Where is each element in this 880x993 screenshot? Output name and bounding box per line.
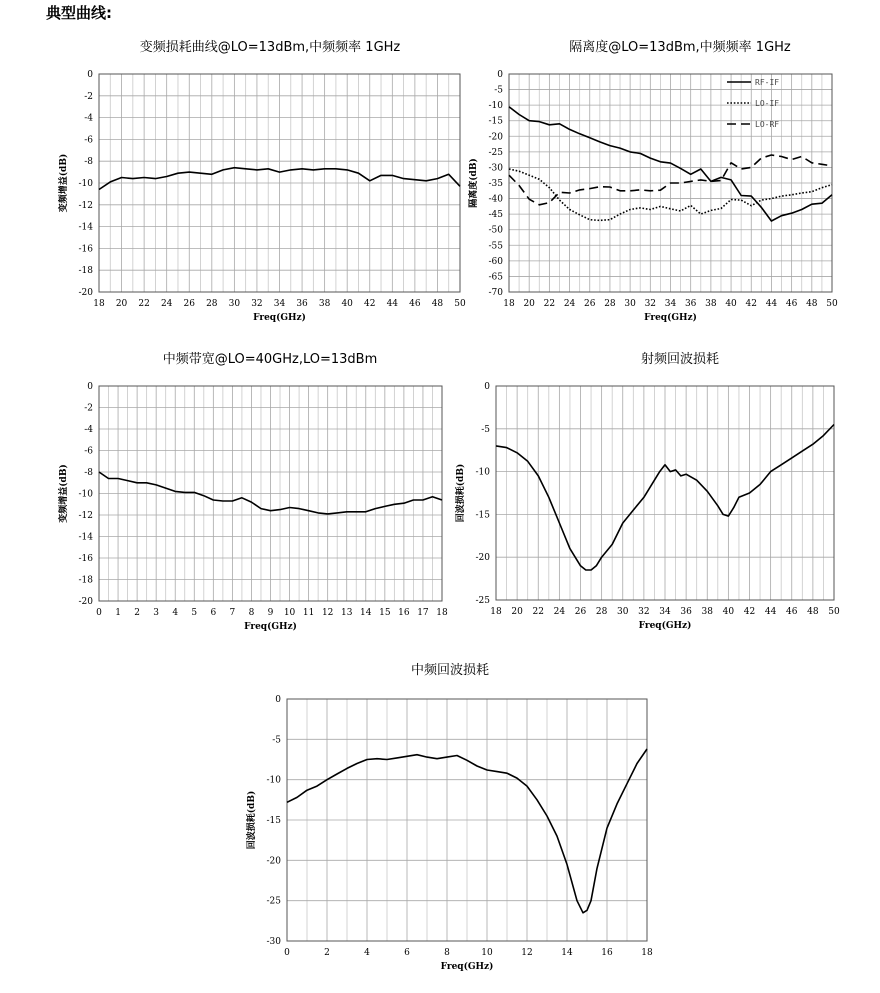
y-tick-label: 0 xyxy=(275,695,281,705)
x-tick-label: 48 xyxy=(806,299,818,309)
x-tick-label: 12 xyxy=(321,608,334,618)
x-tick-label: 8 xyxy=(248,608,255,618)
y-tick-label: 0 xyxy=(87,382,93,392)
x-tick-label: 44 xyxy=(765,299,778,309)
x-tick-label: 42 xyxy=(743,607,756,617)
y-tick-label: 0 xyxy=(87,70,93,80)
x-tick-label: 20 xyxy=(523,299,535,309)
y-axis-label: 变频增益(dB) xyxy=(59,153,69,213)
y-tick-label: -10 xyxy=(488,101,503,112)
grid-lines xyxy=(99,74,460,292)
x-tick-label: 24 xyxy=(563,299,576,309)
x-axis-label: Freq(GHz) xyxy=(244,622,297,632)
y-tick-label: -12 xyxy=(78,200,93,211)
rf-return-loss-chart xyxy=(456,375,848,645)
x-tick-label: 6 xyxy=(210,608,217,618)
x-tick-label: 40 xyxy=(722,607,735,617)
y-tick-label: -15 xyxy=(475,510,490,521)
y-tick-label: -30 xyxy=(266,937,281,947)
x-tick-label: 50 xyxy=(826,299,838,309)
grid-lines xyxy=(287,699,647,941)
x-tick-label: 46 xyxy=(785,299,798,309)
chart-title-isolation: 隔离度@LO=13dBm,中频频率 1GHz xyxy=(569,40,791,55)
y-tick-label: -20 xyxy=(475,553,490,564)
x-tick-label: 32 xyxy=(644,299,657,309)
x-tick-label: 8 xyxy=(444,948,450,958)
x-axis-label: Freq(GHz) xyxy=(440,962,494,972)
x-tick-label: 42 xyxy=(364,299,376,309)
x-tick-label: 15 xyxy=(379,608,391,618)
y-tick-label: -5 xyxy=(494,85,503,96)
x-tick-label: 36 xyxy=(296,299,308,309)
x-tick-label: 1 xyxy=(115,608,121,618)
x-tick-label: 26 xyxy=(183,299,195,309)
y-tick-label: 0 xyxy=(484,382,490,392)
x-tick-label: 18 xyxy=(436,608,448,618)
x-tick-label: 24 xyxy=(553,607,566,617)
x-tick-label: 14 xyxy=(561,948,573,958)
x-tick-label: 10 xyxy=(283,608,296,618)
chart-title-conversion-loss: 变频损耗曲线@LO=13dBm,中频频率 1GHz xyxy=(139,40,401,55)
y-tick-label: 0 xyxy=(497,70,503,80)
y-tick-label: -16 xyxy=(78,554,93,564)
x-tick-label: 28 xyxy=(604,299,616,309)
if-return-loss-chart xyxy=(230,688,660,988)
y-tick-label: -10 xyxy=(78,179,93,189)
x-tick-label: 46 xyxy=(409,299,421,309)
x-tick-label: 30 xyxy=(624,299,636,309)
x-tick-label: 28 xyxy=(595,607,608,617)
y-axis-label: 回波损耗(dB) xyxy=(456,463,466,523)
x-axis-label: Freq(GHz) xyxy=(638,621,692,631)
y-axis-label: 隔离度(dB) xyxy=(469,158,479,208)
x-tick-label: 24 xyxy=(160,299,173,309)
y-tick-label: -20 xyxy=(78,597,93,607)
x-tick-label: 26 xyxy=(584,299,596,309)
x-tick-label: 12 xyxy=(521,948,533,958)
x-tick-label: 26 xyxy=(574,607,587,617)
x-tick-label: 10 xyxy=(481,948,493,958)
x-tick-label: 48 xyxy=(431,299,444,309)
x-tick-label: 18 xyxy=(641,948,653,958)
y-tick-label: -16 xyxy=(78,244,93,255)
x-tick-label: 48 xyxy=(807,607,819,617)
y-tick-label: -8 xyxy=(84,157,93,168)
y-tick-label: -14 xyxy=(78,532,93,543)
y-tick-label: -5 xyxy=(481,424,490,435)
if-bandwidth-chart xyxy=(46,375,466,645)
legend-label: RF-IF xyxy=(755,78,780,87)
y-tick-label: -15 xyxy=(488,116,503,127)
x-tick-label: 16 xyxy=(601,948,613,958)
y-tick-label: -10 xyxy=(475,467,490,478)
x-tick-label: 34 xyxy=(273,299,286,309)
chart-title-if-bandwidth: 中频带宽@LO=40GHz,LO=13dBm xyxy=(162,352,378,367)
x-tick-label: 3 xyxy=(153,608,160,618)
x-tick-label: 44 xyxy=(764,607,777,617)
x-tick-label: 22 xyxy=(138,299,150,309)
x-tick-label: 36 xyxy=(684,299,697,309)
x-tick-label: 13 xyxy=(340,608,353,618)
x-tick-label: 7 xyxy=(229,608,236,618)
y-tick-label: -18 xyxy=(78,266,93,277)
x-tick-label: 0 xyxy=(96,608,102,618)
y-tick-label: -4 xyxy=(84,425,93,435)
x-tick-label: 38 xyxy=(705,299,717,309)
chart-title-if-return-loss: 中频回波损耗 xyxy=(410,663,489,678)
x-tick-label: 30 xyxy=(617,607,629,617)
x-tick-label: 20 xyxy=(511,607,523,617)
conversion-loss-chart xyxy=(46,62,466,337)
legend xyxy=(727,78,779,129)
y-tick-label: -20 xyxy=(78,288,93,298)
y-tick-label: -20 xyxy=(266,856,281,867)
x-axis-label: Freq(GHz) xyxy=(644,313,697,323)
x-tick-label: 44 xyxy=(386,299,399,309)
x-tick-label: 2 xyxy=(324,948,330,958)
x-tick-label: 11 xyxy=(302,608,315,618)
grid-lines xyxy=(99,386,442,601)
y-tick-label: -18 xyxy=(78,575,93,586)
y-tick-label: -15 xyxy=(266,816,281,826)
x-tick-label: 4 xyxy=(172,608,179,618)
x-tick-label: 50 xyxy=(828,607,840,617)
y-axis-label: 回波损耗(dB) xyxy=(247,790,257,850)
x-tick-label: 36 xyxy=(680,607,692,617)
x-axis-label: Freq(GHz) xyxy=(253,313,306,323)
y-tick-label: -70 xyxy=(488,288,503,298)
x-tick-label: 16 xyxy=(398,608,410,618)
x-tick-label: 18 xyxy=(490,607,502,617)
x-tick-label: 5 xyxy=(191,608,198,618)
chart-title-rf-return-loss: 射频回波损耗 xyxy=(640,352,719,367)
y-tick-label: -60 xyxy=(488,256,503,267)
x-tick-label: 14 xyxy=(360,608,372,618)
y-tick-label: -4 xyxy=(84,113,93,124)
y-tick-label: -12 xyxy=(78,511,93,521)
y-tick-label: -55 xyxy=(488,241,503,252)
x-tick-label: 18 xyxy=(93,299,105,309)
x-tick-label: 22 xyxy=(543,299,556,309)
y-tick-label: -30 xyxy=(488,163,503,174)
x-tick-label: 2 xyxy=(134,608,140,618)
y-tick-label: -40 xyxy=(488,194,503,205)
y-tick-label: -8 xyxy=(84,468,93,478)
x-tick-label: 32 xyxy=(251,299,263,309)
y-tick-label: -5 xyxy=(272,735,281,746)
y-tick-label: -2 xyxy=(84,403,93,414)
x-tick-label: 30 xyxy=(228,299,241,309)
x-tick-label: 6 xyxy=(404,948,410,958)
x-tick-label: 18 xyxy=(503,299,515,309)
x-tick-label: 32 xyxy=(638,607,650,617)
isolation-chart xyxy=(462,62,842,337)
y-tick-label: -25 xyxy=(488,147,503,158)
x-tick-label: 38 xyxy=(701,607,713,617)
y-tick-label: -20 xyxy=(488,132,503,143)
x-tick-label: 46 xyxy=(786,607,798,617)
y-tick-label: -10 xyxy=(78,489,93,500)
x-tick-label: 28 xyxy=(206,299,218,309)
y-axis-label: 变频增益(dB) xyxy=(59,464,69,523)
x-tick-label: 38 xyxy=(318,299,331,309)
y-tick-label: -45 xyxy=(488,210,503,221)
y-tick-label: -10 xyxy=(266,775,281,786)
y-tick-label: -65 xyxy=(488,272,503,283)
legend-label: LO-IF xyxy=(755,99,780,108)
x-tick-label: 50 xyxy=(454,299,466,309)
y-tick-label: -35 xyxy=(488,179,503,189)
x-tick-label: 20 xyxy=(115,299,128,309)
y-tick-label: -14 xyxy=(78,222,93,233)
y-tick-label: -6 xyxy=(84,446,93,457)
y-tick-label: -25 xyxy=(475,596,490,606)
x-tick-label: 22 xyxy=(532,607,544,617)
x-tick-label: 34 xyxy=(659,607,671,617)
x-tick-label: 4 xyxy=(364,948,370,958)
x-tick-label: 34 xyxy=(664,299,677,309)
x-tick-label: 17 xyxy=(417,608,429,618)
y-tick-label: -25 xyxy=(266,896,281,907)
x-tick-label: 9 xyxy=(267,608,274,618)
x-tick-label: 0 xyxy=(284,948,290,958)
legend-label: LO-RF xyxy=(755,120,780,129)
x-tick-label: 40 xyxy=(725,299,737,309)
y-tick-label: -2 xyxy=(84,91,93,102)
y-tick-label: -6 xyxy=(84,135,93,146)
y-tick-label: -50 xyxy=(488,225,503,236)
page-heading: 典型曲线: xyxy=(46,4,112,22)
x-tick-label: 40 xyxy=(341,299,353,309)
x-tick-label: 42 xyxy=(745,299,757,309)
